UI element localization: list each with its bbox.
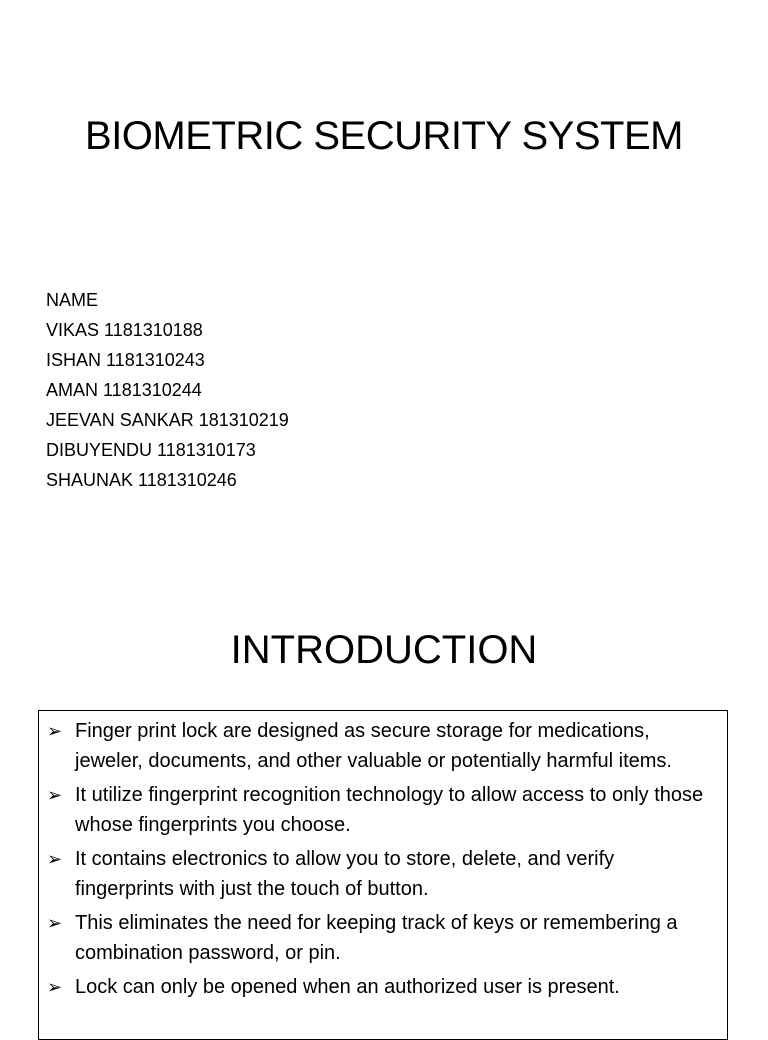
member-list — [46, 285, 289, 495]
bullet-text: It utilize fingerprint recognition technology to allow access to only those whose fingerprints you choose. — [75, 784, 704, 836]
bullet-text: Lock can only be opened when an authorized user is present. — [75, 976, 620, 998]
member-item: DIBUYENDU 1181310173 — [46, 440, 256, 460]
slide-title: INTRODUCTION — [230, 628, 538, 672]
member-item: VIKAS 1181310188 — [46, 320, 203, 340]
bullet-item — [47, 781, 717, 840]
member-item: SHAUNAK 1181310246 — [46, 470, 237, 490]
bullet-item — [47, 973, 717, 1003]
arrow-bullet-icon: ➢ — [47, 849, 63, 869]
arrow-bullet-icon: ➢ — [47, 977, 63, 997]
slide-title: BIOMETRIC SECURITY SYSTEM — [85, 114, 683, 158]
bullet-list — [47, 717, 717, 1003]
arrow-bullet-icon: ➢ — [47, 785, 63, 805]
member-item: AMAN 1181310244 — [46, 380, 202, 400]
bullet-text: Finger print lock are designed as secure storage for medications, jeweler, documents, and other valuable or potentially harmful items. — [75, 720, 672, 772]
member-list-heading: NAME — [46, 290, 99, 310]
bullet-text: This eliminates the need for keeping track of keys or remembering a combination password, or pin. — [75, 912, 678, 964]
bullet-item — [47, 845, 717, 904]
member-item: ISHAN 1181310243 — [46, 350, 205, 370]
introduction-slide — [0, 580, 768, 1024]
arrow-bullet-icon: ➢ — [47, 913, 63, 933]
bullet-item — [47, 909, 717, 968]
bullet-item — [47, 717, 717, 776]
content-box — [38, 710, 728, 1040]
arrow-bullet-icon: ➢ — [47, 721, 63, 741]
bullet-text: It contains electronics to allow you to store, delete, and verify fingerprints with just the touch of button. — [75, 848, 615, 900]
member-item: JEEVAN SANKAR 181310219 — [46, 410, 289, 430]
